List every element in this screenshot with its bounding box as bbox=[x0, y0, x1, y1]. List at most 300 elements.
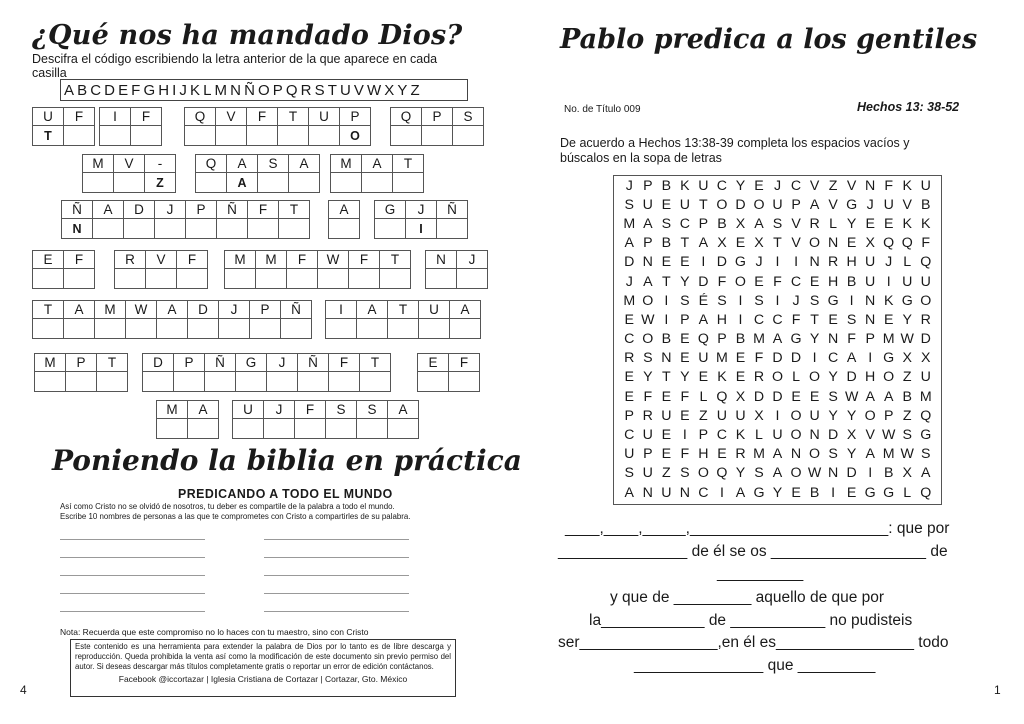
cipher-cell[interactable] bbox=[33, 301, 64, 339]
cipher-cell[interactable] bbox=[250, 301, 281, 339]
cipher-answer[interactable] bbox=[360, 372, 390, 391]
word-search-letter[interactable]: N bbox=[661, 350, 672, 367]
word-search-letter[interactable]: K bbox=[735, 427, 746, 444]
cipher-answer[interactable] bbox=[64, 319, 94, 338]
word-search-letter[interactable]: L bbox=[699, 388, 708, 405]
word-search-letter[interactable]: R bbox=[753, 369, 765, 386]
word-search-letter[interactable]: E bbox=[791, 388, 801, 405]
cipher-answer[interactable] bbox=[93, 219, 123, 238]
word-search-letter[interactable]: N bbox=[827, 331, 839, 348]
fill-line[interactable]: ser________________,en él es________________ todo bbox=[558, 634, 949, 651]
word-search-letter[interactable]: A bbox=[865, 388, 875, 405]
cipher-answer[interactable] bbox=[295, 419, 325, 438]
cipher-answer[interactable] bbox=[186, 219, 216, 238]
word-search-letter[interactable]: B bbox=[809, 484, 820, 501]
word-search-letter[interactable]: U bbox=[920, 273, 931, 290]
word-search-letter[interactable]: W bbox=[882, 427, 896, 444]
word-search-letter[interactable]: A bbox=[754, 215, 764, 232]
word-search-letter[interactable]: M bbox=[623, 292, 636, 309]
cipher-cell[interactable] bbox=[64, 108, 95, 146]
cipher-answer[interactable] bbox=[391, 126, 421, 145]
cipher-cell[interactable] bbox=[97, 354, 128, 392]
word-search-letter[interactable]: D bbox=[698, 273, 709, 290]
word-search-letter[interactable]: É bbox=[698, 292, 709, 309]
cipher-cell[interactable] bbox=[357, 401, 388, 439]
word-search-letter[interactable]: P bbox=[791, 196, 801, 213]
cipher-cell[interactable] bbox=[331, 155, 362, 193]
word-search-letter[interactable]: F bbox=[773, 273, 782, 290]
word-search-letter[interactable]: Z bbox=[828, 177, 838, 194]
word-search-letter[interactable]: E bbox=[846, 235, 857, 252]
name-line[interactable] bbox=[60, 575, 205, 576]
word-search-letter[interactable]: P bbox=[698, 427, 709, 444]
word-search-letter[interactable]: W bbox=[807, 465, 822, 482]
word-search-letter[interactable]: Q bbox=[697, 331, 709, 348]
word-search-letter[interactable]: T bbox=[699, 196, 708, 213]
word-search-letter[interactable]: O bbox=[697, 465, 709, 482]
word-search-letter[interactable]: Q bbox=[716, 465, 728, 482]
cipher-answer[interactable] bbox=[419, 319, 449, 338]
word-search-letter[interactable]: S bbox=[624, 465, 634, 482]
cipher-cell[interactable] bbox=[64, 301, 95, 339]
word-search-letter[interactable]: C bbox=[624, 427, 635, 444]
word-search-letter[interactable]: I bbox=[831, 484, 836, 501]
word-search-letter[interactable]: A bbox=[643, 215, 653, 232]
cipher-answer[interactable] bbox=[287, 269, 317, 288]
word-search-letter[interactable]: I bbox=[849, 292, 854, 309]
cipher-answer[interactable]: T bbox=[44, 129, 52, 143]
cipher-cell[interactable] bbox=[453, 108, 484, 146]
word-search-letter[interactable]: P bbox=[865, 331, 875, 348]
word-search-letter[interactable]: O bbox=[790, 427, 802, 444]
word-search-letter[interactable]: S bbox=[717, 292, 727, 309]
cipher-answer[interactable]: I bbox=[419, 222, 423, 236]
word-search-letter[interactable]: F bbox=[847, 331, 856, 348]
cipher-cell[interactable] bbox=[278, 108, 309, 146]
word-search-letter[interactable]: P bbox=[883, 407, 894, 424]
cipher-answer[interactable] bbox=[35, 372, 65, 391]
word-search-letter[interactable]: L bbox=[755, 427, 763, 444]
word-search-letter[interactable]: B bbox=[661, 235, 672, 252]
word-search-letter[interactable]: S bbox=[846, 311, 857, 328]
word-search-letter[interactable]: H bbox=[827, 273, 839, 290]
word-search-letter[interactable]: R bbox=[642, 407, 653, 424]
word-search-letter[interactable]: X bbox=[754, 235, 764, 252]
word-search-letter[interactable]: X bbox=[754, 407, 764, 424]
word-search-letter[interactable]: N bbox=[865, 311, 876, 328]
word-search-letter[interactable]: M bbox=[753, 446, 765, 463]
word-search-letter[interactable]: F bbox=[643, 388, 653, 405]
word-search-letter[interactable]: B bbox=[661, 177, 672, 194]
word-search-letter[interactable]: G bbox=[883, 350, 895, 367]
cipher-answer[interactable] bbox=[157, 419, 187, 438]
cipher-answer[interactable] bbox=[329, 219, 359, 238]
word-search-letter[interactable]: F bbox=[921, 235, 931, 252]
word-search-letter[interactable]: R bbox=[827, 254, 839, 271]
cipher-cell[interactable] bbox=[295, 401, 326, 439]
cipher-answer[interactable] bbox=[388, 319, 418, 338]
word-search-letter[interactable]: K bbox=[902, 177, 912, 194]
word-search-letter[interactable]: Y bbox=[735, 465, 746, 482]
word-search-letter[interactable]: C bbox=[827, 350, 839, 367]
word-search-letter[interactable]: E bbox=[735, 235, 746, 252]
word-search-letter[interactable]: B bbox=[735, 331, 746, 348]
word-search-letter[interactable]: I bbox=[775, 292, 780, 309]
word-search-letter[interactable]: Y bbox=[772, 484, 783, 501]
cipher-cell[interactable] bbox=[248, 201, 279, 239]
word-search-letter[interactable]: F bbox=[680, 388, 690, 405]
cipher-answer[interactable] bbox=[196, 173, 226, 192]
word-search-letter[interactable]: N bbox=[679, 484, 690, 501]
word-search-letter[interactable]: E bbox=[624, 388, 634, 405]
cipher-answer[interactable] bbox=[289, 173, 319, 192]
word-search-letter[interactable]: D bbox=[624, 254, 635, 271]
cipher-answer[interactable] bbox=[217, 219, 247, 238]
word-search-letter[interactable]: G bbox=[901, 292, 913, 309]
word-search-letter[interactable]: Y bbox=[828, 407, 838, 424]
cipher-answer[interactable] bbox=[258, 173, 288, 192]
word-search-letter[interactable]: O bbox=[716, 196, 728, 213]
word-search-letter[interactable]: B bbox=[883, 465, 894, 482]
word-search-letter[interactable]: G bbox=[864, 484, 876, 501]
fill-line[interactable]: y que de _________ aquello de que por bbox=[610, 589, 885, 606]
word-search-letter[interactable]: G bbox=[846, 196, 858, 213]
word-search-letter[interactable]: E bbox=[754, 273, 764, 290]
cipher-answer[interactable] bbox=[124, 219, 154, 238]
cipher-answer[interactable] bbox=[388, 419, 418, 438]
fill-line[interactable]: __________ bbox=[717, 565, 804, 582]
word-search-letter[interactable]: E bbox=[809, 273, 820, 290]
word-search-letter[interactable]: S bbox=[754, 292, 764, 309]
word-search-letter[interactable]: I bbox=[682, 427, 687, 444]
word-search-letter[interactable]: T bbox=[661, 273, 671, 290]
word-search-letter[interactable]: A bbox=[772, 331, 783, 348]
word-search-letter[interactable]: A bbox=[772, 465, 783, 482]
word-search-letter[interactable]: R bbox=[735, 446, 746, 463]
word-search-letter[interactable]: O bbox=[809, 235, 821, 252]
cipher-cell[interactable] bbox=[340, 108, 371, 146]
cipher-cell[interactable] bbox=[157, 301, 188, 339]
name-line[interactable] bbox=[264, 575, 409, 576]
word-search-letter[interactable]: L bbox=[829, 215, 838, 232]
word-search-letter[interactable]: E bbox=[809, 388, 820, 405]
word-search-letter[interactable]: Q bbox=[920, 484, 932, 501]
word-search-letter[interactable]: G bbox=[734, 254, 746, 271]
cipher-cell[interactable] bbox=[114, 155, 145, 193]
word-search-letter[interactable]: O bbox=[734, 273, 746, 290]
cipher-answer[interactable] bbox=[264, 419, 294, 438]
word-search-letter[interactable]: G bbox=[920, 427, 932, 444]
word-search-letter[interactable]: D bbox=[790, 350, 802, 367]
cipher-cell[interactable] bbox=[326, 301, 357, 339]
word-search-letter[interactable]: D bbox=[735, 196, 746, 213]
word-search-letter[interactable]: S bbox=[680, 465, 690, 482]
cipher-answer[interactable] bbox=[329, 372, 359, 391]
word-search-letter[interactable]: A bbox=[846, 350, 857, 367]
word-search-letter[interactable]: U bbox=[865, 273, 876, 290]
cipher-cell[interactable] bbox=[146, 251, 177, 289]
cipher-answer[interactable] bbox=[418, 372, 448, 391]
cipher-cell[interactable] bbox=[357, 301, 388, 339]
word-search-letter[interactable]: F bbox=[791, 311, 801, 328]
cipher-answer[interactable] bbox=[279, 219, 309, 238]
word-search-letter[interactable]: Y bbox=[846, 446, 857, 463]
word-search-letter[interactable]: E bbox=[680, 331, 690, 348]
word-search-letter[interactable]: M bbox=[716, 350, 728, 367]
word-search-letter[interactable]: O bbox=[790, 407, 802, 424]
word-search-letter[interactable]: A bbox=[809, 196, 820, 213]
cipher-cell[interactable] bbox=[93, 201, 124, 239]
word-search-letter[interactable]: U bbox=[772, 427, 783, 444]
word-search-letter[interactable]: O bbox=[920, 292, 932, 309]
word-search-letter[interactable]: U bbox=[902, 273, 913, 290]
word-search-letter[interactable]: E bbox=[828, 311, 838, 328]
word-search-letter[interactable]: U bbox=[920, 369, 931, 386]
word-search-letter[interactable]: E bbox=[680, 254, 690, 271]
word-search-letter[interactable]: V bbox=[902, 196, 912, 213]
cipher-cell[interactable] bbox=[126, 301, 157, 339]
cipher-answer[interactable] bbox=[248, 219, 278, 238]
word-search-letter[interactable]: E bbox=[698, 369, 709, 386]
word-search-letter[interactable]: N bbox=[827, 465, 839, 482]
cipher-answer[interactable] bbox=[256, 269, 286, 288]
name-line[interactable] bbox=[60, 611, 205, 612]
cipher-cell[interactable] bbox=[326, 401, 357, 439]
cipher-answer[interactable] bbox=[157, 319, 187, 338]
word-search-letter[interactable]: E bbox=[661, 254, 672, 271]
word-search-letter[interactable]: S bbox=[809, 292, 820, 309]
word-search-letter[interactable]: K bbox=[902, 215, 912, 232]
cipher-cell[interactable] bbox=[35, 354, 66, 392]
cipher-cell[interactable] bbox=[227, 155, 258, 193]
cipher-cell[interactable] bbox=[155, 201, 186, 239]
cipher-cell[interactable] bbox=[279, 201, 310, 239]
word-search-letter[interactable]: D bbox=[827, 427, 839, 444]
word-search-letter[interactable]: E bbox=[661, 446, 672, 463]
word-search-letter[interactable]: P bbox=[643, 177, 653, 194]
cipher-answer[interactable] bbox=[236, 372, 266, 391]
word-search-letter[interactable]: L bbox=[792, 369, 800, 386]
cipher-answer[interactable] bbox=[357, 319, 387, 338]
word-search-letter[interactable]: O bbox=[771, 369, 784, 386]
cipher-answer[interactable] bbox=[250, 319, 280, 338]
cipher-answer[interactable] bbox=[393, 173, 423, 192]
word-search-letter[interactable]: Z bbox=[902, 369, 912, 386]
word-search-letter[interactable]: O bbox=[864, 407, 876, 424]
word-search-letter[interactable]: B bbox=[846, 273, 857, 290]
word-search-letter[interactable]: I bbox=[738, 311, 743, 328]
cipher-cell[interactable] bbox=[349, 251, 380, 289]
word-search-letter[interactable]: M bbox=[882, 446, 895, 463]
word-search-letter[interactable]: I bbox=[701, 254, 706, 271]
cipher-cell[interactable] bbox=[83, 155, 114, 193]
word-search-letter[interactable]: U bbox=[735, 407, 746, 424]
cipher-cell[interactable] bbox=[281, 301, 312, 339]
word-search-letter[interactable]: F bbox=[680, 446, 690, 463]
word-search-letter[interactable]: S bbox=[921, 446, 931, 463]
cipher-cell[interactable] bbox=[185, 108, 216, 146]
cipher-answer[interactable] bbox=[100, 126, 130, 145]
word-search-letter[interactable]: X bbox=[902, 465, 912, 482]
word-search-letter[interactable]: K bbox=[717, 369, 727, 386]
word-search-letter[interactable]: X bbox=[717, 235, 727, 252]
word-search-letter[interactable]: A bbox=[883, 388, 894, 405]
word-search-letter[interactable]: H bbox=[846, 254, 857, 271]
word-search-letter[interactable]: D bbox=[920, 331, 931, 348]
word-search-letter[interactable]: Q bbox=[920, 407, 932, 424]
word-search-letter[interactable]: V bbox=[791, 235, 801, 252]
cipher-answer[interactable] bbox=[185, 126, 215, 145]
cipher-answer[interactable] bbox=[449, 372, 479, 391]
cipher-cell[interactable] bbox=[450, 301, 481, 339]
word-search-letter[interactable]: C bbox=[772, 311, 783, 328]
cipher-answer[interactable] bbox=[115, 269, 145, 288]
word-search-letter[interactable]: Y bbox=[809, 331, 820, 348]
name-line[interactable] bbox=[60, 557, 205, 558]
word-search-letter[interactable]: E bbox=[883, 215, 894, 232]
word-search-letter[interactable]: E bbox=[883, 311, 894, 328]
word-search-letter[interactable]: A bbox=[772, 446, 783, 463]
word-search-letter[interactable]: C bbox=[716, 427, 728, 444]
word-search-letter[interactable]: U bbox=[679, 196, 690, 213]
cipher-answer[interactable] bbox=[457, 269, 487, 288]
word-search-letter[interactable]: M bbox=[623, 215, 636, 232]
cipher-cell[interactable] bbox=[188, 401, 219, 439]
cipher-answer[interactable] bbox=[114, 173, 144, 192]
word-search-letter[interactable]: E bbox=[735, 369, 746, 386]
word-search-letter[interactable]: V bbox=[828, 196, 838, 213]
word-search-letter[interactable]: C bbox=[716, 177, 728, 194]
word-search-letter[interactable]: T bbox=[810, 311, 819, 328]
word-search-letter[interactable]: X bbox=[921, 350, 931, 367]
word-search-letter[interactable]: A bbox=[624, 484, 634, 501]
word-search-letter[interactable]: U bbox=[624, 446, 635, 463]
word-search-letter[interactable]: I bbox=[738, 292, 743, 309]
word-search-letter[interactable]: J bbox=[755, 254, 763, 271]
cipher-cell[interactable] bbox=[186, 201, 217, 239]
word-search-letter[interactable]: N bbox=[790, 446, 802, 463]
fill-line[interactable]: _______________ que _________ bbox=[634, 657, 876, 674]
word-search-letter[interactable]: U bbox=[809, 407, 820, 424]
word-search-letter[interactable]: B bbox=[661, 331, 672, 348]
word-search-letter[interactable]: Y bbox=[846, 407, 857, 424]
word-search-letter[interactable]: X bbox=[902, 350, 912, 367]
cipher-cell[interactable] bbox=[258, 155, 289, 193]
cipher-answer[interactable] bbox=[357, 419, 387, 438]
cipher-answer[interactable] bbox=[362, 173, 392, 192]
word-search-letter[interactable]: E bbox=[661, 196, 672, 213]
word-search-letter[interactable]: C bbox=[790, 273, 802, 290]
word-search-letter[interactable]: H bbox=[865, 369, 876, 386]
cipher-cell[interactable] bbox=[406, 201, 437, 239]
cipher-cell[interactable] bbox=[437, 201, 468, 239]
word-search-letter[interactable]: Z bbox=[661, 465, 671, 482]
word-search-letter[interactable]: D bbox=[846, 465, 857, 482]
word-search-letter[interactable]: I bbox=[664, 311, 669, 328]
cipher-cell[interactable] bbox=[329, 354, 360, 392]
word-search-letter[interactable]: I bbox=[812, 350, 817, 367]
cipher-answer[interactable] bbox=[188, 419, 218, 438]
word-search-letter[interactable]: S bbox=[643, 350, 653, 367]
cipher-cell[interactable] bbox=[267, 354, 298, 392]
word-search-letter[interactable]: A bbox=[698, 311, 709, 328]
cipher-answer[interactable]: A bbox=[237, 176, 247, 190]
cipher-cell[interactable] bbox=[100, 108, 131, 146]
word-search-letter[interactable]: J bbox=[866, 196, 874, 213]
word-search-letter[interactable]: E bbox=[846, 484, 857, 501]
word-search-letter[interactable]: E bbox=[865, 215, 875, 232]
word-search-letter[interactable]: C bbox=[753, 311, 765, 328]
cipher-answer[interactable] bbox=[380, 269, 410, 288]
word-search-letter[interactable]: E bbox=[624, 311, 634, 328]
cipher-answer[interactable] bbox=[205, 372, 235, 391]
cipher-cell[interactable] bbox=[216, 108, 247, 146]
word-search-letter[interactable]: D bbox=[846, 369, 857, 386]
word-search-letter[interactable]: F bbox=[884, 177, 894, 194]
cipher-cell[interactable] bbox=[418, 354, 449, 392]
cipher-cell[interactable] bbox=[247, 108, 278, 146]
word-search-letter[interactable]: Y bbox=[643, 369, 653, 386]
cipher-answer[interactable] bbox=[233, 419, 263, 438]
cipher-answer[interactable] bbox=[281, 319, 311, 338]
word-search-letter[interactable]: O bbox=[883, 369, 895, 386]
word-search-letter[interactable]: Q bbox=[883, 235, 895, 252]
word-search-letter[interactable]: S bbox=[828, 388, 838, 405]
cipher-answer[interactable] bbox=[126, 319, 156, 338]
word-search-letter[interactable]: W bbox=[900, 446, 914, 463]
cipher-cell[interactable] bbox=[388, 301, 419, 339]
word-search-letter[interactable]: U bbox=[642, 465, 653, 482]
word-search-letter[interactable]: A bbox=[624, 235, 634, 252]
word-search-letter[interactable]: S bbox=[624, 196, 634, 213]
cipher-cell[interactable] bbox=[419, 301, 450, 339]
cipher-cell[interactable] bbox=[426, 251, 457, 289]
word-search-letter[interactable]: A bbox=[735, 484, 746, 501]
cipher-cell[interactable] bbox=[309, 108, 340, 146]
word-search-letter[interactable]: A bbox=[643, 273, 653, 290]
cipher-answer[interactable] bbox=[278, 126, 308, 145]
cipher-answer[interactable] bbox=[216, 126, 246, 145]
word-search-letter[interactable]: B bbox=[902, 388, 912, 405]
name-line[interactable] bbox=[264, 593, 409, 594]
word-search-letter[interactable]: N bbox=[809, 254, 820, 271]
word-search-letter[interactable]: Y bbox=[735, 177, 746, 194]
cipher-answer[interactable] bbox=[318, 269, 348, 288]
word-search-letter[interactable]: V bbox=[809, 177, 820, 194]
cipher-cell[interactable] bbox=[217, 201, 248, 239]
word-search-letter[interactable]: Y bbox=[680, 273, 690, 290]
cipher-cell[interactable] bbox=[145, 155, 176, 193]
cipher-answer[interactable] bbox=[64, 126, 94, 145]
word-search-letter[interactable]: E bbox=[717, 446, 727, 463]
cipher-answer[interactable] bbox=[422, 126, 452, 145]
word-search-letter[interactable]: G bbox=[753, 484, 765, 501]
cipher-cell[interactable] bbox=[289, 155, 320, 193]
cipher-answer[interactable] bbox=[298, 372, 328, 391]
cipher-answer[interactable] bbox=[155, 219, 185, 238]
word-search-letter[interactable]: V bbox=[865, 427, 875, 444]
word-search-letter[interactable]: U bbox=[698, 177, 709, 194]
cipher-cell[interactable] bbox=[362, 155, 393, 193]
cipher-cell[interactable] bbox=[225, 251, 256, 289]
cipher-cell[interactable] bbox=[64, 251, 95, 289]
cipher-answer[interactable] bbox=[267, 372, 297, 391]
word-search-letter[interactable]: N bbox=[642, 254, 653, 271]
cipher-answer[interactable] bbox=[174, 372, 204, 391]
cipher-cell[interactable] bbox=[391, 108, 422, 146]
name-line[interactable] bbox=[60, 593, 205, 594]
word-search-letter[interactable]: N bbox=[827, 235, 839, 252]
